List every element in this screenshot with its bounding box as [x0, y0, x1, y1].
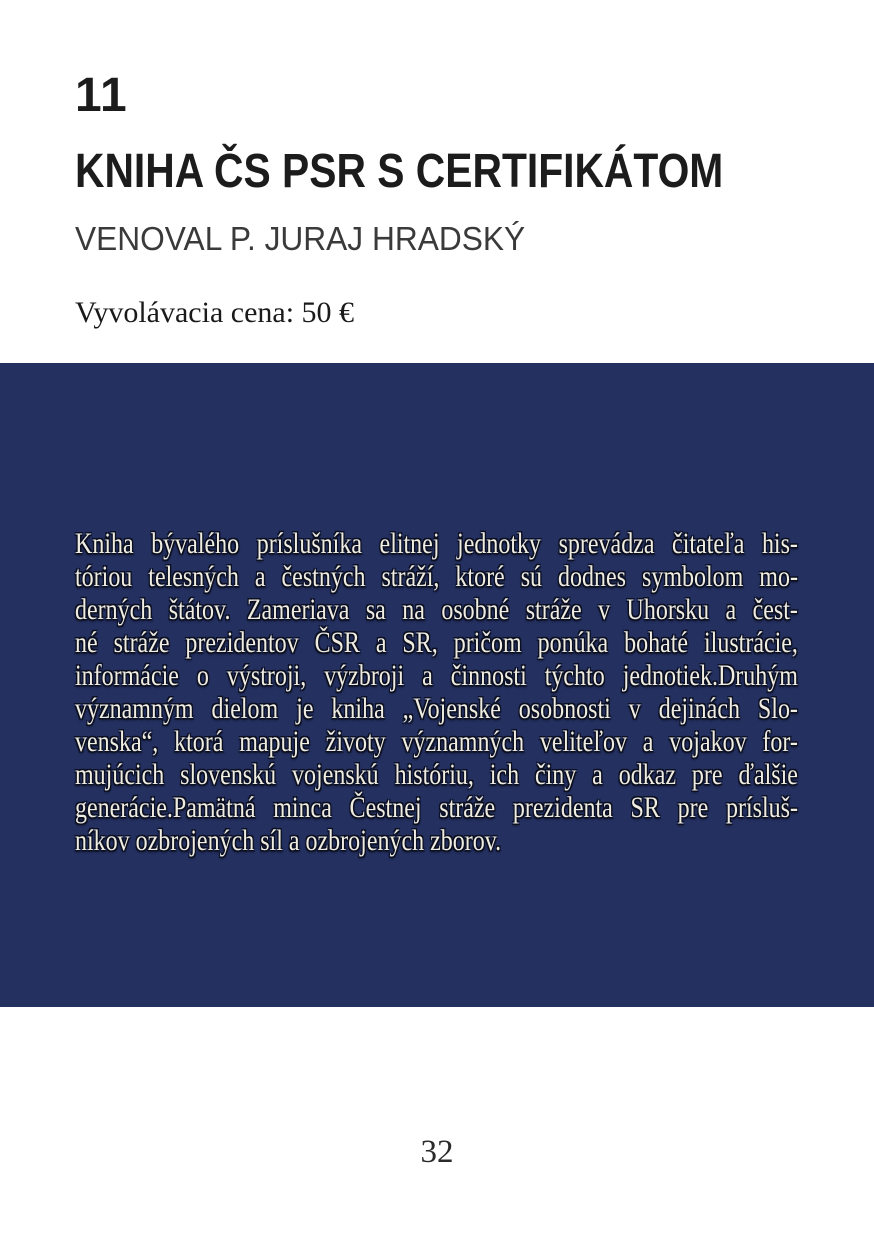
description-text: [75, 527, 798, 857]
description-line: tóriou telesných a čestných stráží, ktoré sú dodnes symbolom mo-: [75, 560, 798, 593]
lot-title: KNIHA ČS PSR S CERTIFIKÁTOM: [75, 145, 724, 198]
description-line: né stráže prezidentov ČSR a SR, pričom ponúka bohaté ilustrácie,: [75, 626, 798, 659]
lot-number: 11: [75, 69, 128, 122]
description-line: derných štátov. Zameriava sa na osobné stráže v Uhorsku a čest-: [75, 593, 798, 626]
description-line: Kniha bývalého príslušníka elitnej jednotky sprevádza čitateľa his-: [75, 527, 798, 560]
page-number: 32: [420, 1134, 454, 1170]
description-panel: [0, 363, 874, 1007]
description-line: informácie o výstroji, výzbroji a činnosti týchto jednotiek.Druhým: [75, 659, 798, 692]
description-line: níkov ozbrojených síl a ozbrojených zborov.: [75, 824, 502, 857]
description-line: významným dielom je kniha „Vojenské osobnosti v dejinách Slo-: [75, 692, 798, 725]
description-line: mujúcich slovenskú vojenskú históriu, ich činy a odkaz pre ďalšie: [75, 758, 798, 791]
starting-price-line: Vyvolávacia cena: 50 €: [75, 296, 355, 329]
description-line: generácie.Pamätná minca Čestnej stráže prezidenta SR pre prísluš-: [75, 791, 798, 824]
description-line: venska“, ktorá mapuje životy významných veliteľov a vojakov for-: [75, 725, 798, 758]
lot-donor-line: VENOVAL P. JURAJ HRADSKÝ: [75, 220, 526, 257]
